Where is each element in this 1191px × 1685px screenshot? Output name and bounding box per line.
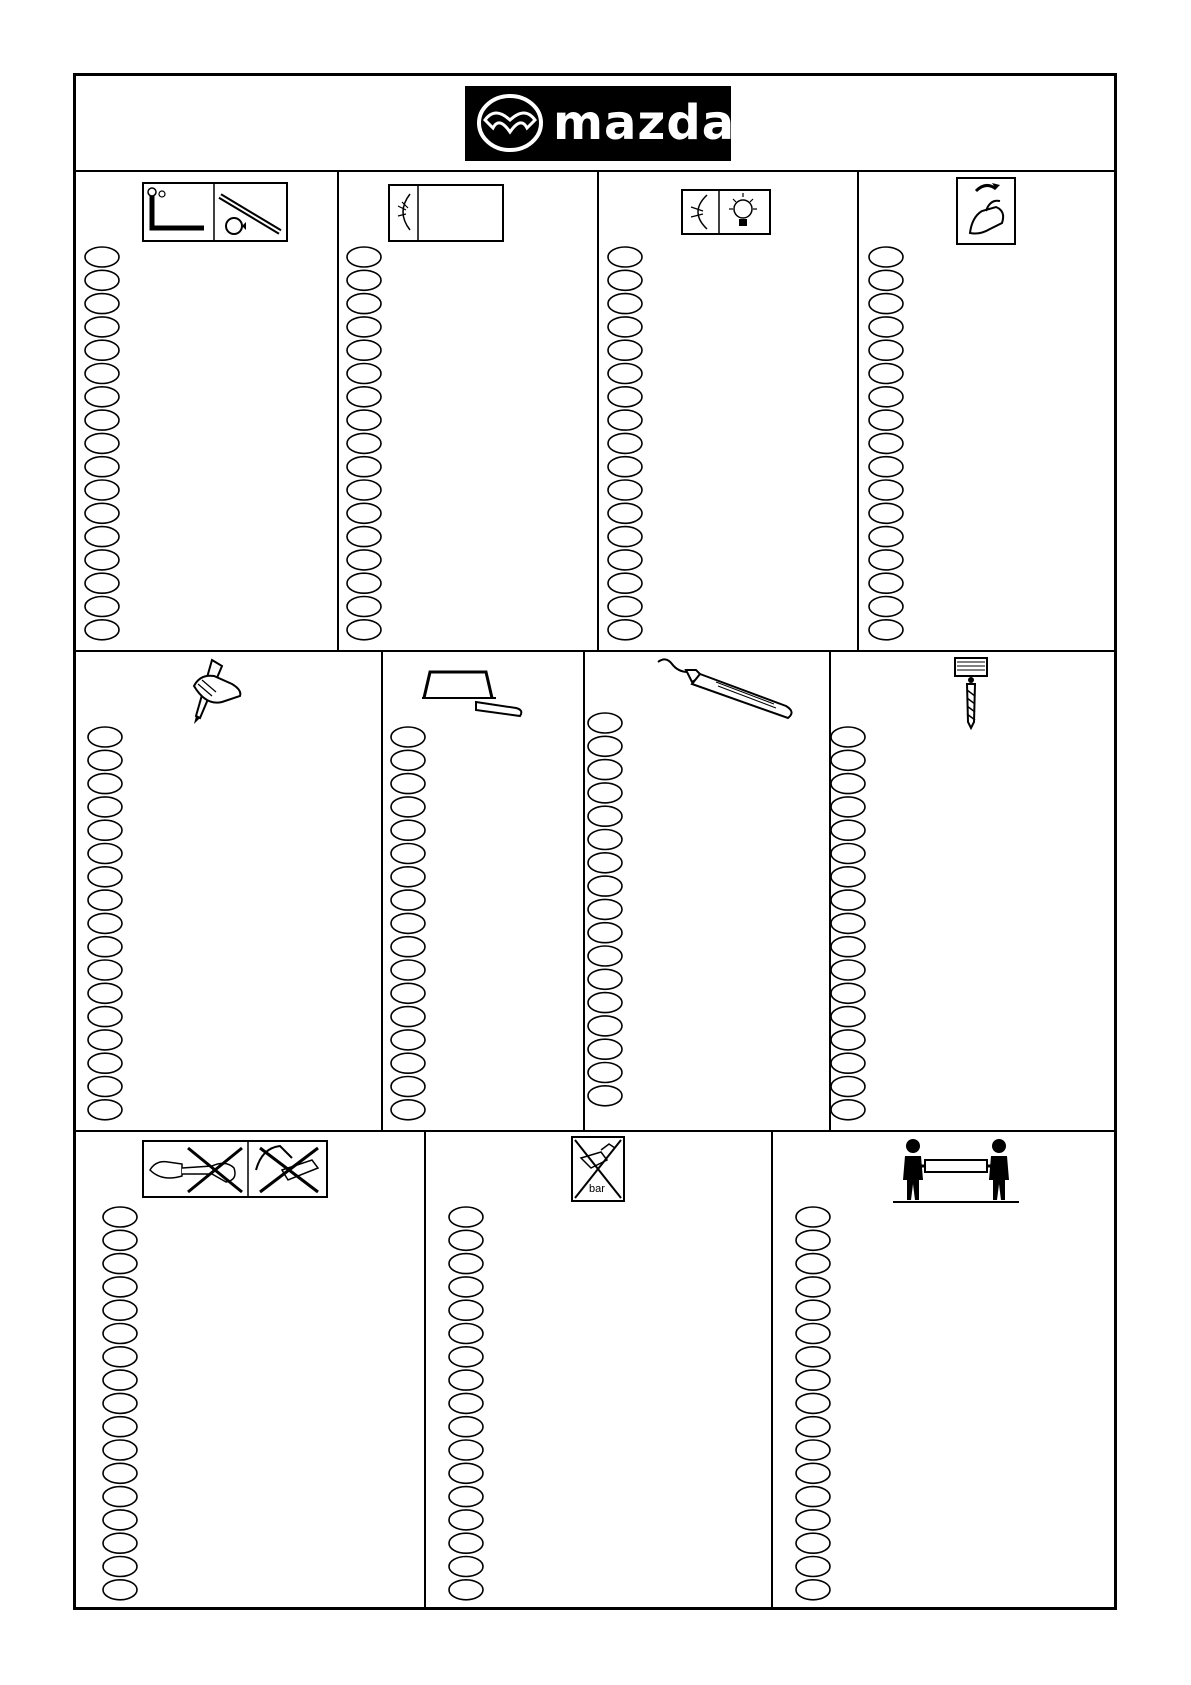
step-oval: [85, 270, 119, 290]
step-oval: [347, 317, 381, 337]
step-oval: [391, 820, 425, 840]
step-oval: [391, 867, 425, 887]
step-oval: [608, 294, 642, 314]
step-oval: [391, 1030, 425, 1050]
step-oval: [347, 270, 381, 290]
step-oval: [391, 1053, 425, 1073]
step-oval: [391, 727, 425, 747]
step-oval: [869, 620, 903, 640]
step-oval: [588, 876, 622, 896]
step-oval: [103, 1277, 137, 1297]
step-oval: [88, 1007, 122, 1027]
step-oval: [831, 1077, 865, 1097]
step-oval: [796, 1393, 830, 1413]
step-oval: [88, 1030, 122, 1050]
step-oval: [796, 1277, 830, 1297]
step-oval: [831, 797, 865, 817]
eye-inspect-icon: [388, 184, 504, 242]
step-oval: [103, 1557, 137, 1577]
oval-column-6: [390, 725, 426, 1122]
step-oval: [347, 527, 381, 547]
step-oval: [449, 1324, 483, 1344]
divider-r1-2: [597, 170, 599, 650]
step-oval: [449, 1254, 483, 1274]
step-oval: [449, 1300, 483, 1320]
divider-r2-2: [583, 650, 585, 1130]
oval-column-2: [346, 245, 382, 642]
step-oval: [588, 830, 622, 850]
step-oval: [88, 960, 122, 980]
step-oval: [85, 387, 119, 407]
step-oval: [88, 1100, 122, 1120]
step-oval: [449, 1207, 483, 1227]
step-oval: [347, 364, 381, 384]
step-oval: [449, 1393, 483, 1413]
divider-r3-2: [771, 1130, 773, 1610]
step-oval: [85, 527, 119, 547]
step-oval: [588, 1016, 622, 1036]
step-oval: [449, 1463, 483, 1483]
step-oval: [85, 573, 119, 593]
oval-column-1: [84, 245, 120, 642]
step-oval: [347, 503, 381, 523]
step-oval: [796, 1254, 830, 1274]
step-oval: [391, 913, 425, 933]
step-oval: [796, 1230, 830, 1250]
step-oval: [449, 1230, 483, 1250]
step-oval: [831, 890, 865, 910]
hand-turn-icon: [956, 177, 1016, 245]
step-oval: [608, 364, 642, 384]
step-oval: [391, 774, 425, 794]
step-oval: [85, 480, 119, 500]
step-oval: [391, 890, 425, 910]
step-oval: [347, 387, 381, 407]
no-pressure-gun-icon: [571, 1136, 625, 1202]
step-oval: [869, 247, 903, 267]
step-oval: [103, 1417, 137, 1437]
step-oval: [608, 387, 642, 407]
step-oval: [588, 760, 622, 780]
step-oval: [103, 1347, 137, 1367]
step-oval: [869, 387, 903, 407]
step-oval: [85, 597, 119, 617]
step-oval: [869, 433, 903, 453]
step-oval: [796, 1370, 830, 1390]
step-oval: [796, 1347, 830, 1367]
step-oval: [831, 1007, 865, 1027]
step-oval: [608, 247, 642, 267]
step-oval: [831, 960, 865, 980]
step-oval: [608, 457, 642, 477]
step-oval: [347, 480, 381, 500]
step-oval: [85, 247, 119, 267]
step-oval: [831, 1030, 865, 1050]
oval-column-7: [587, 711, 623, 1108]
step-oval: [796, 1440, 830, 1460]
step-oval: [831, 844, 865, 864]
step-oval: [347, 433, 381, 453]
step-oval: [608, 480, 642, 500]
step-oval: [449, 1440, 483, 1460]
deburring-tool-icon: [656, 654, 802, 722]
step-oval: [796, 1300, 830, 1320]
step-oval: [831, 983, 865, 1003]
step-oval: [449, 1370, 483, 1390]
step-oval: [88, 913, 122, 933]
step-oval: [869, 550, 903, 570]
step-oval: [608, 597, 642, 617]
step-oval: [869, 340, 903, 360]
step-oval: [608, 433, 642, 453]
step-oval: [391, 797, 425, 817]
step-oval: [85, 550, 119, 570]
oval-column-9: [102, 1205, 138, 1602]
mazda-logo: [465, 86, 736, 161]
step-oval: [88, 937, 122, 957]
step-oval: [831, 937, 865, 957]
step-oval: [869, 294, 903, 314]
step-oval: [608, 620, 642, 640]
divider-r3-1: [424, 1130, 426, 1610]
step-oval: [588, 969, 622, 989]
step-oval: [588, 806, 622, 826]
step-oval: [88, 983, 122, 1003]
step-oval: [449, 1557, 483, 1577]
step-oval: [347, 247, 381, 267]
step-oval: [796, 1510, 830, 1530]
oval-column-11: [795, 1205, 831, 1602]
step-oval: [347, 573, 381, 593]
step-oval: [391, 844, 425, 864]
step-oval: [449, 1277, 483, 1297]
oval-column-5: [87, 725, 123, 1122]
step-oval: [588, 736, 622, 756]
step-oval: [449, 1510, 483, 1530]
step-oval: [85, 294, 119, 314]
step-oval: [449, 1347, 483, 1367]
step-oval: [796, 1533, 830, 1553]
step-oval: [869, 527, 903, 547]
step-oval: [103, 1207, 137, 1227]
pressure-unit-label: bar: [589, 1183, 605, 1195]
step-oval: [88, 727, 122, 747]
step-oval: [449, 1487, 483, 1507]
step-oval: [796, 1487, 830, 1507]
step-oval: [88, 1053, 122, 1073]
step-oval: [588, 853, 622, 873]
step-oval: [391, 1077, 425, 1097]
step-oval: [347, 550, 381, 570]
mazda-wordmark: mazda: [553, 95, 736, 151]
step-oval: [88, 890, 122, 910]
step-oval: [391, 960, 425, 980]
step-oval: [796, 1557, 830, 1577]
no-impact-wrench-icon: [142, 1140, 328, 1198]
oval-column-4: [868, 245, 904, 642]
step-oval: [588, 1063, 622, 1083]
step-oval: [869, 573, 903, 593]
step-oval: [85, 620, 119, 640]
step-oval: [88, 844, 122, 864]
step-oval: [588, 946, 622, 966]
step-oval: [869, 503, 903, 523]
step-oval: [831, 867, 865, 887]
step-oval: [103, 1487, 137, 1507]
step-oval: [588, 713, 622, 733]
step-oval: [588, 783, 622, 803]
step-oval: [869, 364, 903, 384]
step-oval: [85, 317, 119, 337]
step-oval: [608, 550, 642, 570]
oval-column-3: [607, 245, 643, 642]
step-oval: [608, 317, 642, 337]
step-oval: [869, 597, 903, 617]
step-oval: [608, 503, 642, 523]
step-oval: [103, 1300, 137, 1320]
step-oval: [831, 1100, 865, 1120]
oval-column-8: [830, 725, 866, 1122]
drill-bit-icon: [949, 656, 993, 730]
step-oval: [347, 620, 381, 640]
step-oval: [608, 270, 642, 290]
step-oval: [103, 1440, 137, 1460]
step-oval: [588, 1039, 622, 1059]
step-oval: [869, 410, 903, 430]
step-oval: [103, 1580, 137, 1600]
step-oval: [88, 797, 122, 817]
step-oval: [85, 433, 119, 453]
step-oval: [869, 317, 903, 337]
step-oval: [588, 899, 622, 919]
step-oval: [831, 727, 865, 747]
step-oval: [796, 1580, 830, 1600]
divider-row1: [76, 650, 1114, 652]
step-oval: [869, 270, 903, 290]
step-oval: [869, 480, 903, 500]
step-oval: [869, 457, 903, 477]
step-oval: [85, 340, 119, 360]
step-oval: [391, 983, 425, 1003]
step-oval: [391, 937, 425, 957]
step-oval: [588, 923, 622, 943]
instruction-sheet: [73, 73, 1117, 1610]
step-oval: [103, 1533, 137, 1553]
step-oval: [796, 1463, 830, 1483]
step-oval: [391, 1100, 425, 1120]
step-oval: [391, 750, 425, 770]
step-oval: [608, 573, 642, 593]
step-oval: [449, 1580, 483, 1600]
step-oval: [831, 1053, 865, 1073]
step-oval: [88, 820, 122, 840]
step-oval: [85, 503, 119, 523]
step-oval: [608, 527, 642, 547]
step-oval: [588, 1086, 622, 1106]
step-oval: [831, 820, 865, 840]
divider-r1-1: [337, 170, 339, 650]
step-oval: [85, 364, 119, 384]
step-oval: [347, 597, 381, 617]
wrench-and-torque-wrench-icon: [142, 182, 288, 242]
step-oval: [103, 1463, 137, 1483]
divider-header: [76, 170, 1114, 172]
step-oval: [103, 1393, 137, 1413]
step-oval: [88, 774, 122, 794]
step-oval: [85, 457, 119, 477]
step-oval: [103, 1254, 137, 1274]
eye-and-lightbulb-icon: [681, 189, 771, 235]
step-oval: [103, 1230, 137, 1250]
step-oval: [796, 1324, 830, 1344]
step-oval: [391, 1007, 425, 1027]
step-oval: [347, 457, 381, 477]
step-oval: [88, 867, 122, 887]
step-oval: [347, 294, 381, 314]
step-oval: [449, 1417, 483, 1437]
step-oval: [88, 1077, 122, 1097]
step-oval: [796, 1417, 830, 1437]
divider-row2: [76, 1130, 1114, 1132]
step-oval: [796, 1207, 830, 1227]
step-oval: [347, 340, 381, 360]
mazda-emblem-icon: [475, 90, 545, 156]
step-oval: [449, 1533, 483, 1553]
step-oval: [831, 913, 865, 933]
step-oval: [88, 750, 122, 770]
step-oval: [608, 410, 642, 430]
step-oval: [831, 750, 865, 770]
step-oval: [85, 410, 119, 430]
hand-pencil-icon: [182, 656, 252, 726]
step-oval: [103, 1510, 137, 1530]
step-oval: [588, 993, 622, 1013]
step-oval: [347, 410, 381, 430]
oval-column-10: [448, 1205, 484, 1602]
step-oval: [831, 774, 865, 794]
hacksaw-icon: [416, 668, 528, 720]
step-oval: [103, 1324, 137, 1344]
step-oval: [608, 340, 642, 360]
divider-r2-1: [381, 650, 383, 1130]
two-person-lift-icon: [891, 1136, 1021, 1206]
step-oval: [103, 1370, 137, 1390]
divider-r1-3: [857, 170, 859, 650]
